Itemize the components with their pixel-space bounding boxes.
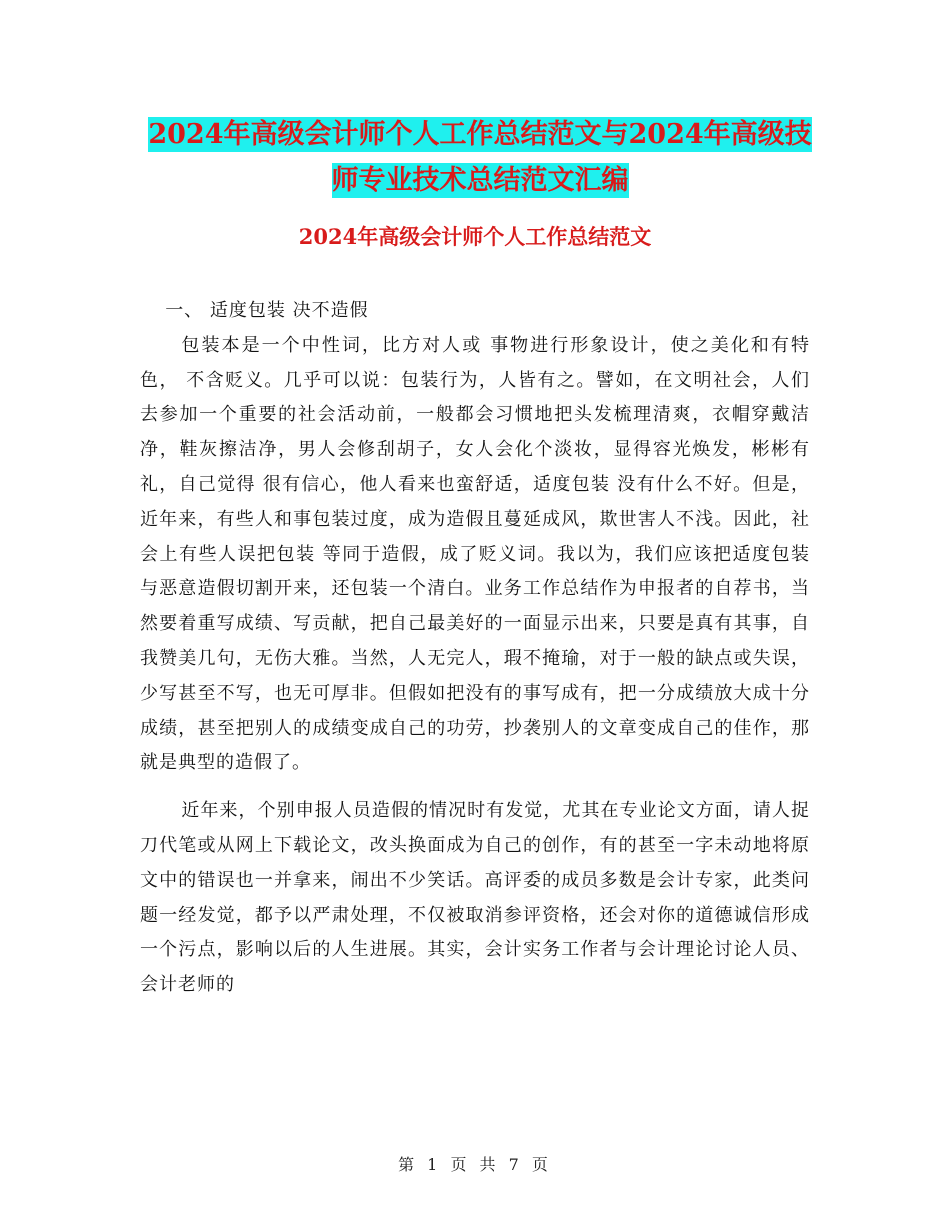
main-title-line-2: 师专业技术总结范文汇编 bbox=[331, 165, 629, 196]
paragraph-1: 包装本是一个中性词，比方对人或 事物进行形象设计，使之美化和有特色， 不含贬义。几乎可以说：包装行为，人皆有之。譬如，在文明社会，人们去参加一个重要的社会活动前，一般都会习惯地把头发梳理清爽，衣帽穿戴洁净，鞋灰擦洁净，男人会修刮胡子，女人会化个淡妆，显得容光焕发，彬彬有礼，自己觉得 很有信心，他人看来也蛮舒适，适度包装 没有什么不好。但是，近年来，有些人和事包装过度，成为造假且蔓延成风，欺世害人不浅。因此，社会上有些人误把包装 等同于造假，成了贬义词。我以为，我们应该把适度包装与恶意造假切割开来，还包装一个清白。业务工作总结作为申报者的自荐书，当然要着重写成绩、写贡献，把自己最美好的一面显示出来，只要是真有其事，自我赞美几句，无伤大雅。当然，人无完人，瑕不掩瑜，对于一般的缺点或失误，少写甚至不写，也无可厚非。但假如把没有的事写成有，把一分成绩放大成十分成绩，甚至把别人的成绩变成自己的功劳，抄袭别人的文章变成自己的佳作，那就是典型的造假了。 bbox=[140, 334, 810, 774]
page-indicator: 第 1 页 共 7 页 bbox=[398, 1155, 552, 1174]
main-title bbox=[140, 112, 820, 204]
main-title-line-1: 2024年高级会计师个人工作总结范文与2024年高级技 bbox=[148, 119, 812, 150]
section-heading: 一、 适度包装 决不造假 bbox=[165, 300, 369, 321]
sub-title: 2024年高级会计师个人工作总结范文 bbox=[298, 224, 652, 249]
body-text bbox=[140, 294, 810, 1003]
paragraph-2: 近年来，个别申报人员造假的情况时有发觉，尤其在专业论文方面，请人捉刀代笔或从网上下载论文，改头换面成为自己的创作，有的甚至一字未动地将原文中的错误也一并拿来，闹出不少笑话。高评委的成员多数是会计专家，此类问题一经发觉，都予以严肃处理，不仅被取消参评资格，还会对你的道德诚信形成一个污点，影响以后的人生进展。其实，会计实务工作者与会计理论讨论人员、会计老师的 bbox=[140, 800, 810, 996]
